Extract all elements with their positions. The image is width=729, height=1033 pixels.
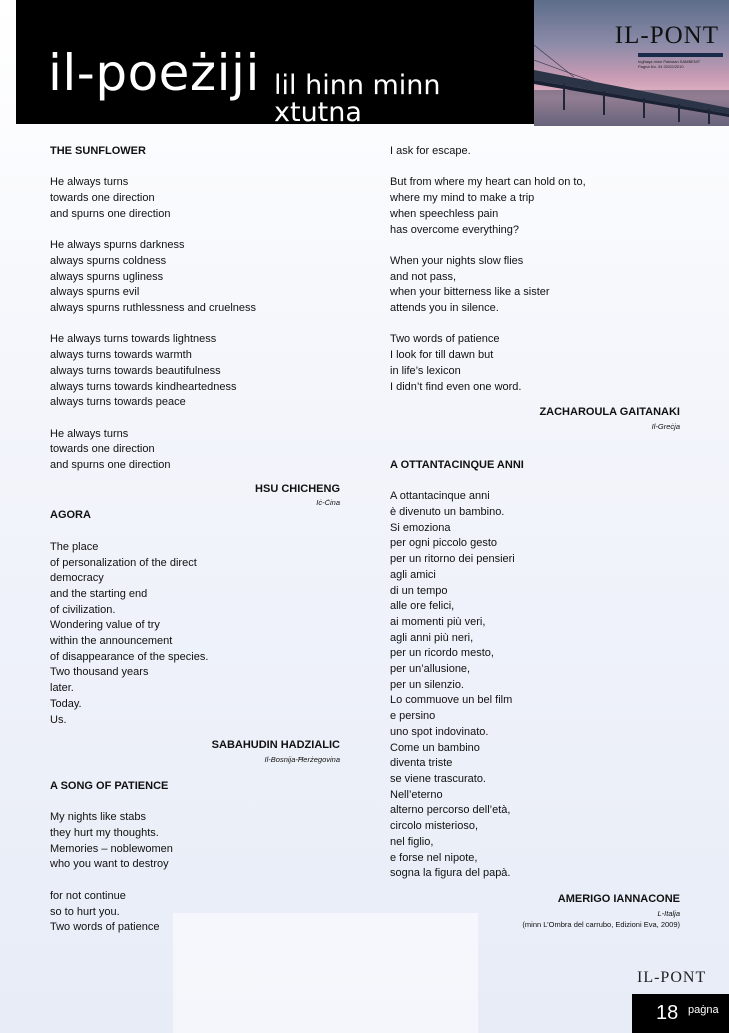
poem-line <box>390 238 680 254</box>
poem-line: has overcome everything? <box>390 223 520 236</box>
poem-body <box>390 144 680 395</box>
poem-line: always spurns ruthlessness and cruelness <box>50 302 257 315</box>
poem-line: I ask for escape. <box>390 145 471 157</box>
poem-line: è divenuto un bambino. <box>390 506 505 519</box>
poem-body <box>50 175 340 473</box>
poem-line: and spurns one direction <box>50 207 171 220</box>
poem-line: But from where my heart can hold on to, <box>390 176 586 189</box>
poem-line: always spurns coldness <box>50 254 167 267</box>
poem-line: Today. <box>50 697 82 710</box>
poem-line: Nell’eterno <box>390 788 443 801</box>
section-title: il-poeżiji <box>48 44 260 102</box>
poem-line: circolo misterioso, <box>390 820 479 833</box>
left-column <box>50 144 340 936</box>
poem-line: for not continue <box>50 889 126 902</box>
poem-line <box>50 223 340 239</box>
page-label: paġna <box>688 1004 719 1016</box>
poem-line: He always spurns darkness <box>50 239 185 252</box>
poem-body <box>390 489 680 882</box>
poem-line: Two thousand years <box>50 666 149 679</box>
poem-line: sogna la figura del papà. <box>390 867 511 880</box>
poem-line: Two words of patience <box>390 333 500 346</box>
poem-line: nel figlio, <box>390 835 434 848</box>
poem-line: later. <box>50 682 74 695</box>
poem-line: attends you in silence. <box>390 302 499 315</box>
poem-line: always spurns ugliness <box>50 270 164 283</box>
poem-line: when speechless pain <box>390 207 499 220</box>
poem-line: My nights like stabs <box>50 811 146 824</box>
magazine-cover-image <box>534 0 729 126</box>
poem-source: (minn L’Ombra del carrubo, Edizioni Eva, 2009) <box>522 919 680 929</box>
poem-line: Come un bambino <box>390 741 480 754</box>
poem-line: I didn’t find even one word. <box>390 380 522 393</box>
poem-line: diventa triste <box>390 757 453 770</box>
poem-line: within the announcement <box>50 635 173 648</box>
page-number-box <box>632 994 729 1033</box>
poem-line: towards one direction <box>50 443 155 456</box>
header-banner <box>16 0 534 128</box>
poem-line: agli amici <box>390 568 436 581</box>
poem-line: in life’s lexicon <box>390 364 461 377</box>
poem-title: THE SUNFLOWER <box>50 145 146 157</box>
poem-line: always turns towards beautifulness <box>50 364 221 377</box>
poem-line: alterno percorso dell’età, <box>390 804 511 817</box>
cover-tagline: Ingħaqa minn Pakistan SAMBENIT <box>638 59 701 64</box>
poem-line <box>390 160 680 176</box>
poem-line: I look for till dawn but <box>390 349 494 362</box>
poem-line: di un tempo <box>390 584 448 597</box>
poem-line: Memories – noblewomen <box>50 842 173 855</box>
poem-line <box>390 317 680 333</box>
poem-line: per un ricordo mesto, <box>390 647 494 660</box>
poem-line: e forse nel nipote, <box>390 851 478 864</box>
poem-line: e persino <box>390 710 436 723</box>
poem-line: He always turns <box>50 427 129 440</box>
poem-author: HSU CHICHENG <box>255 482 340 495</box>
author-country: L-Italja <box>657 908 680 918</box>
poem-line: and spurns one direction <box>50 459 171 472</box>
poem-line: always turns towards peace <box>50 396 186 409</box>
poem-line: A ottantacinque anni <box>390 490 490 503</box>
poem-title: AGORA <box>50 509 91 522</box>
poem-line: The place <box>50 540 99 553</box>
poem-line: always turns towards warmth <box>50 349 192 362</box>
poem-line: per un ritorno dei pensieri <box>390 553 515 566</box>
poem-line: Us. <box>50 713 67 726</box>
author-country: Iċ-Ċina <box>316 498 340 508</box>
poem-line: He always turns <box>50 176 129 189</box>
author-country: Il-Bosnija-Ħerżegovina <box>264 754 340 764</box>
poem-line: towards one direction <box>50 192 155 205</box>
poem-title: A OTTANTACINQUE ANNI <box>390 458 524 471</box>
poem-line <box>50 411 340 427</box>
poem-line: ai momenti più veri, <box>390 615 486 628</box>
poem-line: per ogni piccolo gesto <box>390 537 498 550</box>
poem-line: of disappearance of the species. <box>50 650 209 663</box>
poem-line: they hurt my thoughts. <box>50 827 159 840</box>
footer-logo: IL-PONT <box>637 969 707 986</box>
poem-line: per un silenzio. <box>390 678 464 691</box>
poem-line: He always turns towards lightness <box>50 333 217 346</box>
poem-line: of personalization of the direct <box>50 556 197 569</box>
poem-line: Lo commuove un bel film <box>390 694 513 707</box>
poem-line: always spurns evil <box>50 286 140 299</box>
poem-line: always turns towards kindheartedness <box>50 380 237 393</box>
right-column <box>390 144 680 930</box>
poem-line: when your bitterness like a sister <box>390 286 550 299</box>
poem-line: Wondering value of try <box>50 619 160 632</box>
poem-line: so to hurt you. <box>50 905 120 918</box>
cover-divider <box>638 53 723 57</box>
author-country: Il-Greċja <box>651 421 680 431</box>
cover-logo: IL-PONT <box>614 22 719 49</box>
cover-issue-info: Pagna No. 34 02/02/2010 <box>638 64 684 69</box>
poem-line: Two words of patience <box>50 921 160 934</box>
poem-line: uno spot indovinato. <box>390 725 489 738</box>
poem-line: agli anni più neri, <box>390 631 474 644</box>
poem-author: ZACHAROULA GAITANAKI <box>539 406 680 419</box>
poem-line <box>50 873 340 889</box>
poem-line: and the starting end <box>50 587 148 600</box>
poem-line: who you want to destroy <box>50 858 169 871</box>
poem-author: AMERIGO IANNACONE <box>557 892 680 905</box>
poem-line: of civilization. <box>50 603 116 616</box>
poem-line: Si emoziona <box>390 521 451 534</box>
poem-line: where my mind to make a trip <box>390 192 535 205</box>
poem-author: SABAHUDIN HADZIALIC <box>211 739 340 752</box>
page-number: 18 <box>656 1002 679 1024</box>
faded-overlay <box>173 913 478 1033</box>
section-subtitle: lil hinn minn xtutna <box>274 70 441 128</box>
poem-title: A SONG OF PATIENCE <box>50 779 169 792</box>
poem-line: alle ore felici, <box>390 600 455 613</box>
poem-line: democracy <box>50 572 104 585</box>
poem-body <box>50 540 340 728</box>
poem-line: se viene trascurato. <box>390 773 486 785</box>
poem-line <box>50 317 340 333</box>
poem-line: and not pass, <box>390 270 457 283</box>
poem-line: When your nights slow flies <box>390 254 524 267</box>
poem-line: per un’allusione, <box>390 663 471 676</box>
